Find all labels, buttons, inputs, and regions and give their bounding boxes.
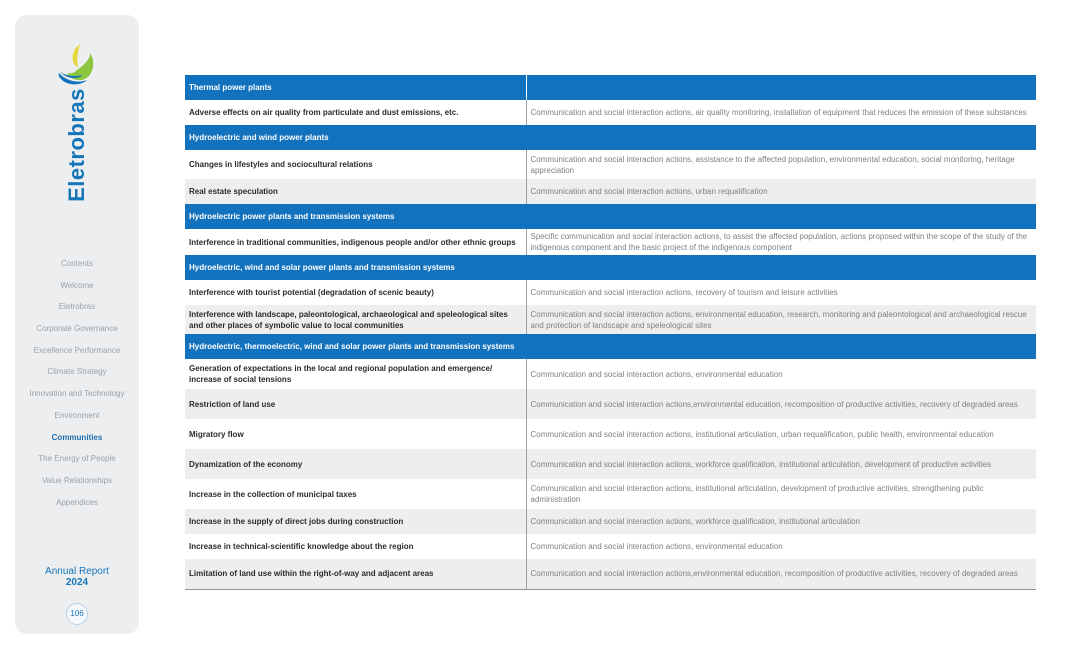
nav-item-innovation-technology[interactable]: Innovation and Technology <box>29 389 125 399</box>
nav-item-environment[interactable]: Environment <box>54 410 100 420</box>
section-header-row <box>185 255 1036 280</box>
eletrobras-logo[interactable] <box>57 43 97 203</box>
nav-item-contents[interactable]: Contents <box>60 259 94 268</box>
page-number: 106 <box>66 603 88 625</box>
impact-cell: Increase in the collection of municipal taxes <box>185 479 526 509</box>
annual-report-year: 2024 <box>65 577 89 588</box>
table-row <box>185 179 1036 204</box>
section-title: Hydroelectric, wind and solar power plants and transmission systems <box>185 255 1036 280</box>
impact-cell: Dynamization of the economy <box>185 449 526 479</box>
nav-item-corporate-governance[interactable]: Corporate Governance <box>36 324 118 334</box>
actions-cell: Communication and social interaction actions, urban requalification <box>526 179 1036 204</box>
sidebar <box>15 15 139 634</box>
impact-cell: Migratory flow <box>185 419 526 449</box>
nav-item-energy-of-people[interactable]: The Energy of People <box>38 454 116 464</box>
impact-cell: Increase in the supply of direct jobs during construction <box>185 509 526 534</box>
table-row <box>185 359 1036 389</box>
table-row <box>185 389 1036 419</box>
section-title: Hydroelectric and wind power plants <box>185 125 1036 150</box>
section-title: Thermal power plants <box>185 75 526 100</box>
nav-item-excellence-performance[interactable]: Excellence Performance <box>33 345 121 355</box>
impact-cell: Increase in technical-scientific knowledge about the region <box>185 534 526 559</box>
actions-cell: Communication and social interaction actions, air quality monitoring, installation of equipment that reduces the emission of these substances <box>526 100 1036 125</box>
actions-cell: Communication and social interaction actions, assistance to the affected population, environmental education, social monitoring, heritage appreciation <box>526 150 1036 179</box>
section-title: Hydroelectric, thermoelectric, wind and solar power plants and transmission systems <box>185 334 1036 359</box>
nav-item-communities[interactable]: Communities <box>51 432 103 442</box>
table-row <box>185 509 1036 534</box>
nav-item-value-relationships[interactable]: Value Relationships <box>41 475 113 485</box>
impact-cell: Interference with tourist potential (degradation of scenic beauty) <box>185 280 526 305</box>
impact-cell: Restriction of land use <box>185 389 526 419</box>
actions-cell: Communication and social interaction actions, institutional articulation, urban requalification, public health, environmental education <box>526 419 1036 449</box>
impact-cell: Interference in traditional communities, indigenous people and/or other ethnic groups <box>185 229 526 255</box>
table-row <box>185 479 1036 509</box>
annual-report-title: Annual Report <box>45 566 109 577</box>
section-header-row <box>185 125 1036 150</box>
nav-item-welcome[interactable]: Welcome <box>60 280 94 290</box>
table-row <box>185 305 1036 334</box>
table-row <box>185 449 1036 479</box>
eletrobras-leaf-icon <box>57 43 97 87</box>
nav-item-appendices[interactable]: Appendices <box>56 497 98 507</box>
table-row <box>185 100 1036 125</box>
section-header-row <box>185 75 1036 100</box>
impact-cell: Interference with landscape, paleontological, archaeological and speleological sites and other places of symbolic value to local communities <box>185 305 526 334</box>
section-title: Hydroelectric power plants and transmission systems <box>185 204 1036 229</box>
actions-cell: Communication and social interaction actions, environmental education <box>526 359 1036 389</box>
section-header-row <box>185 204 1036 229</box>
actions-cell: Communication and social interaction actions, environmental education <box>526 534 1036 559</box>
eletrobras-wordmark: Eletrobras <box>64 88 89 202</box>
actions-cell: Communication and social interaction actions, workforce qualification, institutional articulation <box>526 509 1036 534</box>
nav-item-climate-strategy[interactable]: Climate Strategy <box>47 367 107 377</box>
annual-report-label <box>15 566 139 588</box>
impact-cell: Limitation of land use within the right-of-way and adjacent areas <box>185 559 526 589</box>
table-row <box>185 534 1036 559</box>
table-row <box>185 559 1036 589</box>
section-header-row <box>185 334 1036 359</box>
actions-cell: Communication and social interaction actions,environmental education, recomposition of productive activities, recovery of degraded areas <box>526 559 1036 589</box>
impact-cell: Generation of expectations in the local and regional population and emergence/ increase of social tensions <box>185 359 526 389</box>
section-header-blank <box>526 75 1036 100</box>
actions-cell: Specific communication and social interaction actions, to assist the affected population, actions proposed within the scope of the study of the indigenous component and the basic project of the indigenous component <box>526 229 1036 255</box>
impact-cell: Changes in lifestyles and sociocultural relations <box>185 150 526 179</box>
impact-cell: Adverse effects on air quality from particulate and dust emissions, etc. <box>185 100 526 125</box>
table-row <box>185 150 1036 179</box>
impact-cell: Real estate speculation <box>185 179 526 204</box>
actions-cell: Communication and social interaction actions, institutional articulation, development of productive activities, strengthening public administration <box>526 479 1036 509</box>
sidebar-nav <box>15 253 139 513</box>
table-row <box>185 419 1036 449</box>
nav-item-eletrobras[interactable]: Eletrobras <box>58 302 96 312</box>
actions-cell: Communication and social interaction actions, recovery of tourism and leisure activities <box>526 280 1036 305</box>
actions-cell: Communication and social interaction actions, workforce qualification, institutional articulation, development of productive activities <box>526 449 1036 479</box>
impacts-table <box>185 75 1036 590</box>
impacts-table-body <box>185 75 1036 589</box>
table-row <box>185 229 1036 255</box>
actions-cell: Communication and social interaction actions, environmental education, research, monitoring and paleontological and archaeological rescue and protection of landscape and speleological sites <box>526 305 1036 334</box>
table-row <box>185 280 1036 305</box>
actions-cell: Communication and social interaction actions,environmental education, recomposition of productive activities, recovery of degraded areas <box>526 389 1036 419</box>
